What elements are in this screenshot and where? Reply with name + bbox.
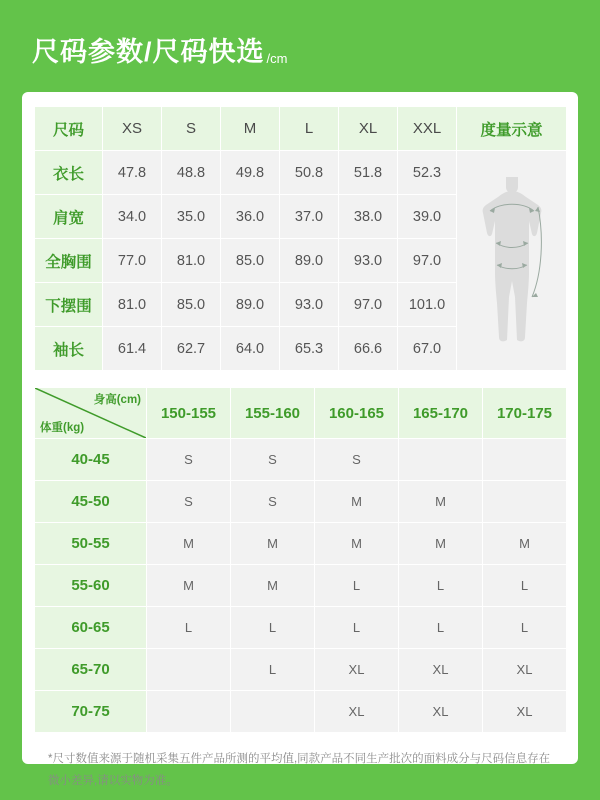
- footnote-line-2: 微小差异,请以实物为准。: [48, 774, 178, 787]
- page-header: [0, 0, 600, 69]
- content-card: [22, 92, 578, 787]
- rec-cell: M: [147, 565, 231, 607]
- rec-cell: L: [399, 607, 483, 649]
- size-recommendation-table: [34, 387, 567, 733]
- cell-sleeve-m: 64.0: [221, 327, 280, 371]
- rec-cell: XL: [399, 691, 483, 733]
- row-label-weight-50-55: 50-55: [35, 523, 147, 565]
- rec-cell: M: [315, 481, 399, 523]
- cell-sleeve-s: 62.7: [162, 327, 221, 371]
- row-label-length: 衣长: [35, 151, 103, 195]
- column-header-s: S: [162, 107, 221, 151]
- size-parameter-table: [34, 106, 567, 371]
- axis-corner-cell: [35, 388, 147, 439]
- table-row: [35, 691, 567, 733]
- rec-cell: S: [231, 481, 315, 523]
- column-header-illustration: 度量示意: [457, 107, 567, 151]
- table-row: [35, 481, 567, 523]
- column-header-xl: XL: [339, 107, 398, 151]
- rec-cell: [399, 439, 483, 481]
- cell-shoulder-xl: 38.0: [339, 195, 398, 239]
- cell-bust-l: 89.0: [280, 239, 339, 283]
- column-header-m: M: [221, 107, 280, 151]
- rec-cell: L: [315, 565, 399, 607]
- table-row: [35, 565, 567, 607]
- cell-hem-m: 89.0: [221, 283, 280, 327]
- table-row: [35, 649, 567, 691]
- cell-sleeve-xxl: 67.0: [398, 327, 457, 371]
- column-header-height-170-175: 170-175: [483, 388, 567, 439]
- rec-cell: S: [147, 481, 231, 523]
- row-label-bust: 全胸围: [35, 239, 103, 283]
- row-label-weight-40-45: 40-45: [35, 439, 147, 481]
- column-header-height-165-170: 165-170: [399, 388, 483, 439]
- column-header-height-160-165: 160-165: [315, 388, 399, 439]
- cell-length-xxl: 52.3: [398, 151, 457, 195]
- rec-cell: [147, 691, 231, 733]
- cell-hem-l: 93.0: [280, 283, 339, 327]
- column-header-size: 尺码: [35, 107, 103, 151]
- row-label-shoulder: 肩宽: [35, 195, 103, 239]
- cell-sleeve-xl: 66.6: [339, 327, 398, 371]
- page-title: 尺码参数/尺码快选: [32, 37, 265, 67]
- cell-shoulder-xxl: 39.0: [398, 195, 457, 239]
- cell-shoulder-l: 37.0: [280, 195, 339, 239]
- row-label-weight-45-50: 45-50: [35, 481, 147, 523]
- cell-bust-s: 81.0: [162, 239, 221, 283]
- column-header-l: L: [280, 107, 339, 151]
- table-header-row: [35, 388, 567, 439]
- table-row: [35, 151, 567, 195]
- cell-hem-xs: 81.0: [103, 283, 162, 327]
- rec-cell: L: [399, 565, 483, 607]
- cell-length-m: 49.8: [221, 151, 280, 195]
- table-header-row: [35, 107, 567, 151]
- rec-cell: L: [483, 565, 567, 607]
- cell-length-s: 48.8: [162, 151, 221, 195]
- cell-hem-xxl: 101.0: [398, 283, 457, 327]
- cell-shoulder-xs: 34.0: [103, 195, 162, 239]
- rec-cell: L: [315, 607, 399, 649]
- rec-cell: M: [399, 481, 483, 523]
- mannequin-figure: [476, 177, 548, 345]
- table-row: [35, 607, 567, 649]
- row-label-weight-70-75: 70-75: [35, 691, 147, 733]
- body-measure-illustration: [457, 151, 567, 371]
- rec-cell: L: [147, 607, 231, 649]
- rec-cell: XL: [399, 649, 483, 691]
- rec-cell: XL: [315, 649, 399, 691]
- cell-shoulder-s: 35.0: [162, 195, 221, 239]
- rec-cell: M: [231, 523, 315, 565]
- row-label-weight-55-60: 55-60: [35, 565, 147, 607]
- rec-cell: [231, 691, 315, 733]
- footnote: [48, 749, 556, 793]
- rec-cell: S: [315, 439, 399, 481]
- column-header-xs: XS: [103, 107, 162, 151]
- cell-bust-xl: 93.0: [339, 239, 398, 283]
- column-header-height-155-160: 155-160: [231, 388, 315, 439]
- rec-cell: L: [483, 607, 567, 649]
- rec-cell: M: [231, 565, 315, 607]
- cell-hem-xl: 97.0: [339, 283, 398, 327]
- rec-cell: XL: [315, 691, 399, 733]
- table-row: [35, 439, 567, 481]
- cell-length-l: 50.8: [280, 151, 339, 195]
- cell-length-xl: 51.8: [339, 151, 398, 195]
- rec-cell: [483, 439, 567, 481]
- rec-cell: XL: [483, 691, 567, 733]
- row-label-sleeve: 袖长: [35, 327, 103, 371]
- axis-label-weight: 体重(kg): [40, 422, 85, 434]
- cell-bust-xs: 77.0: [103, 239, 162, 283]
- rec-cell: M: [399, 523, 483, 565]
- cell-bust-xxl: 97.0: [398, 239, 457, 283]
- axis-label-height: 身高(cm): [93, 394, 141, 406]
- rec-cell: [147, 649, 231, 691]
- rec-cell: S: [231, 439, 315, 481]
- rec-cell: M: [315, 523, 399, 565]
- rec-cell: S: [147, 439, 231, 481]
- rec-cell: XL: [483, 649, 567, 691]
- rec-cell: M: [483, 523, 567, 565]
- column-header-height-150-155: 150-155: [147, 388, 231, 439]
- rec-cell: M: [147, 523, 231, 565]
- footnote-line-1: *尺寸数值来源于随机采集五件产品所测的平均值,同款产品不同生产批次的面料成分与尺码信息存在: [48, 753, 551, 765]
- cell-length-xs: 47.8: [103, 151, 162, 195]
- row-label-weight-65-70: 65-70: [35, 649, 147, 691]
- cell-sleeve-xs: 61.4: [103, 327, 162, 371]
- cell-sleeve-l: 65.3: [280, 327, 339, 371]
- table-row: [35, 523, 567, 565]
- row-label-hem: 下摆围: [35, 283, 103, 327]
- row-label-weight-60-65: 60-65: [35, 607, 147, 649]
- rec-cell: L: [231, 607, 315, 649]
- page-title-unit: /cm: [266, 51, 288, 66]
- cell-bust-m: 85.0: [221, 239, 280, 283]
- rec-cell: [483, 481, 567, 523]
- cell-hem-s: 85.0: [162, 283, 221, 327]
- cell-shoulder-m: 36.0: [221, 195, 280, 239]
- rec-cell: L: [231, 649, 315, 691]
- column-header-xxl: XXL: [398, 107, 457, 151]
